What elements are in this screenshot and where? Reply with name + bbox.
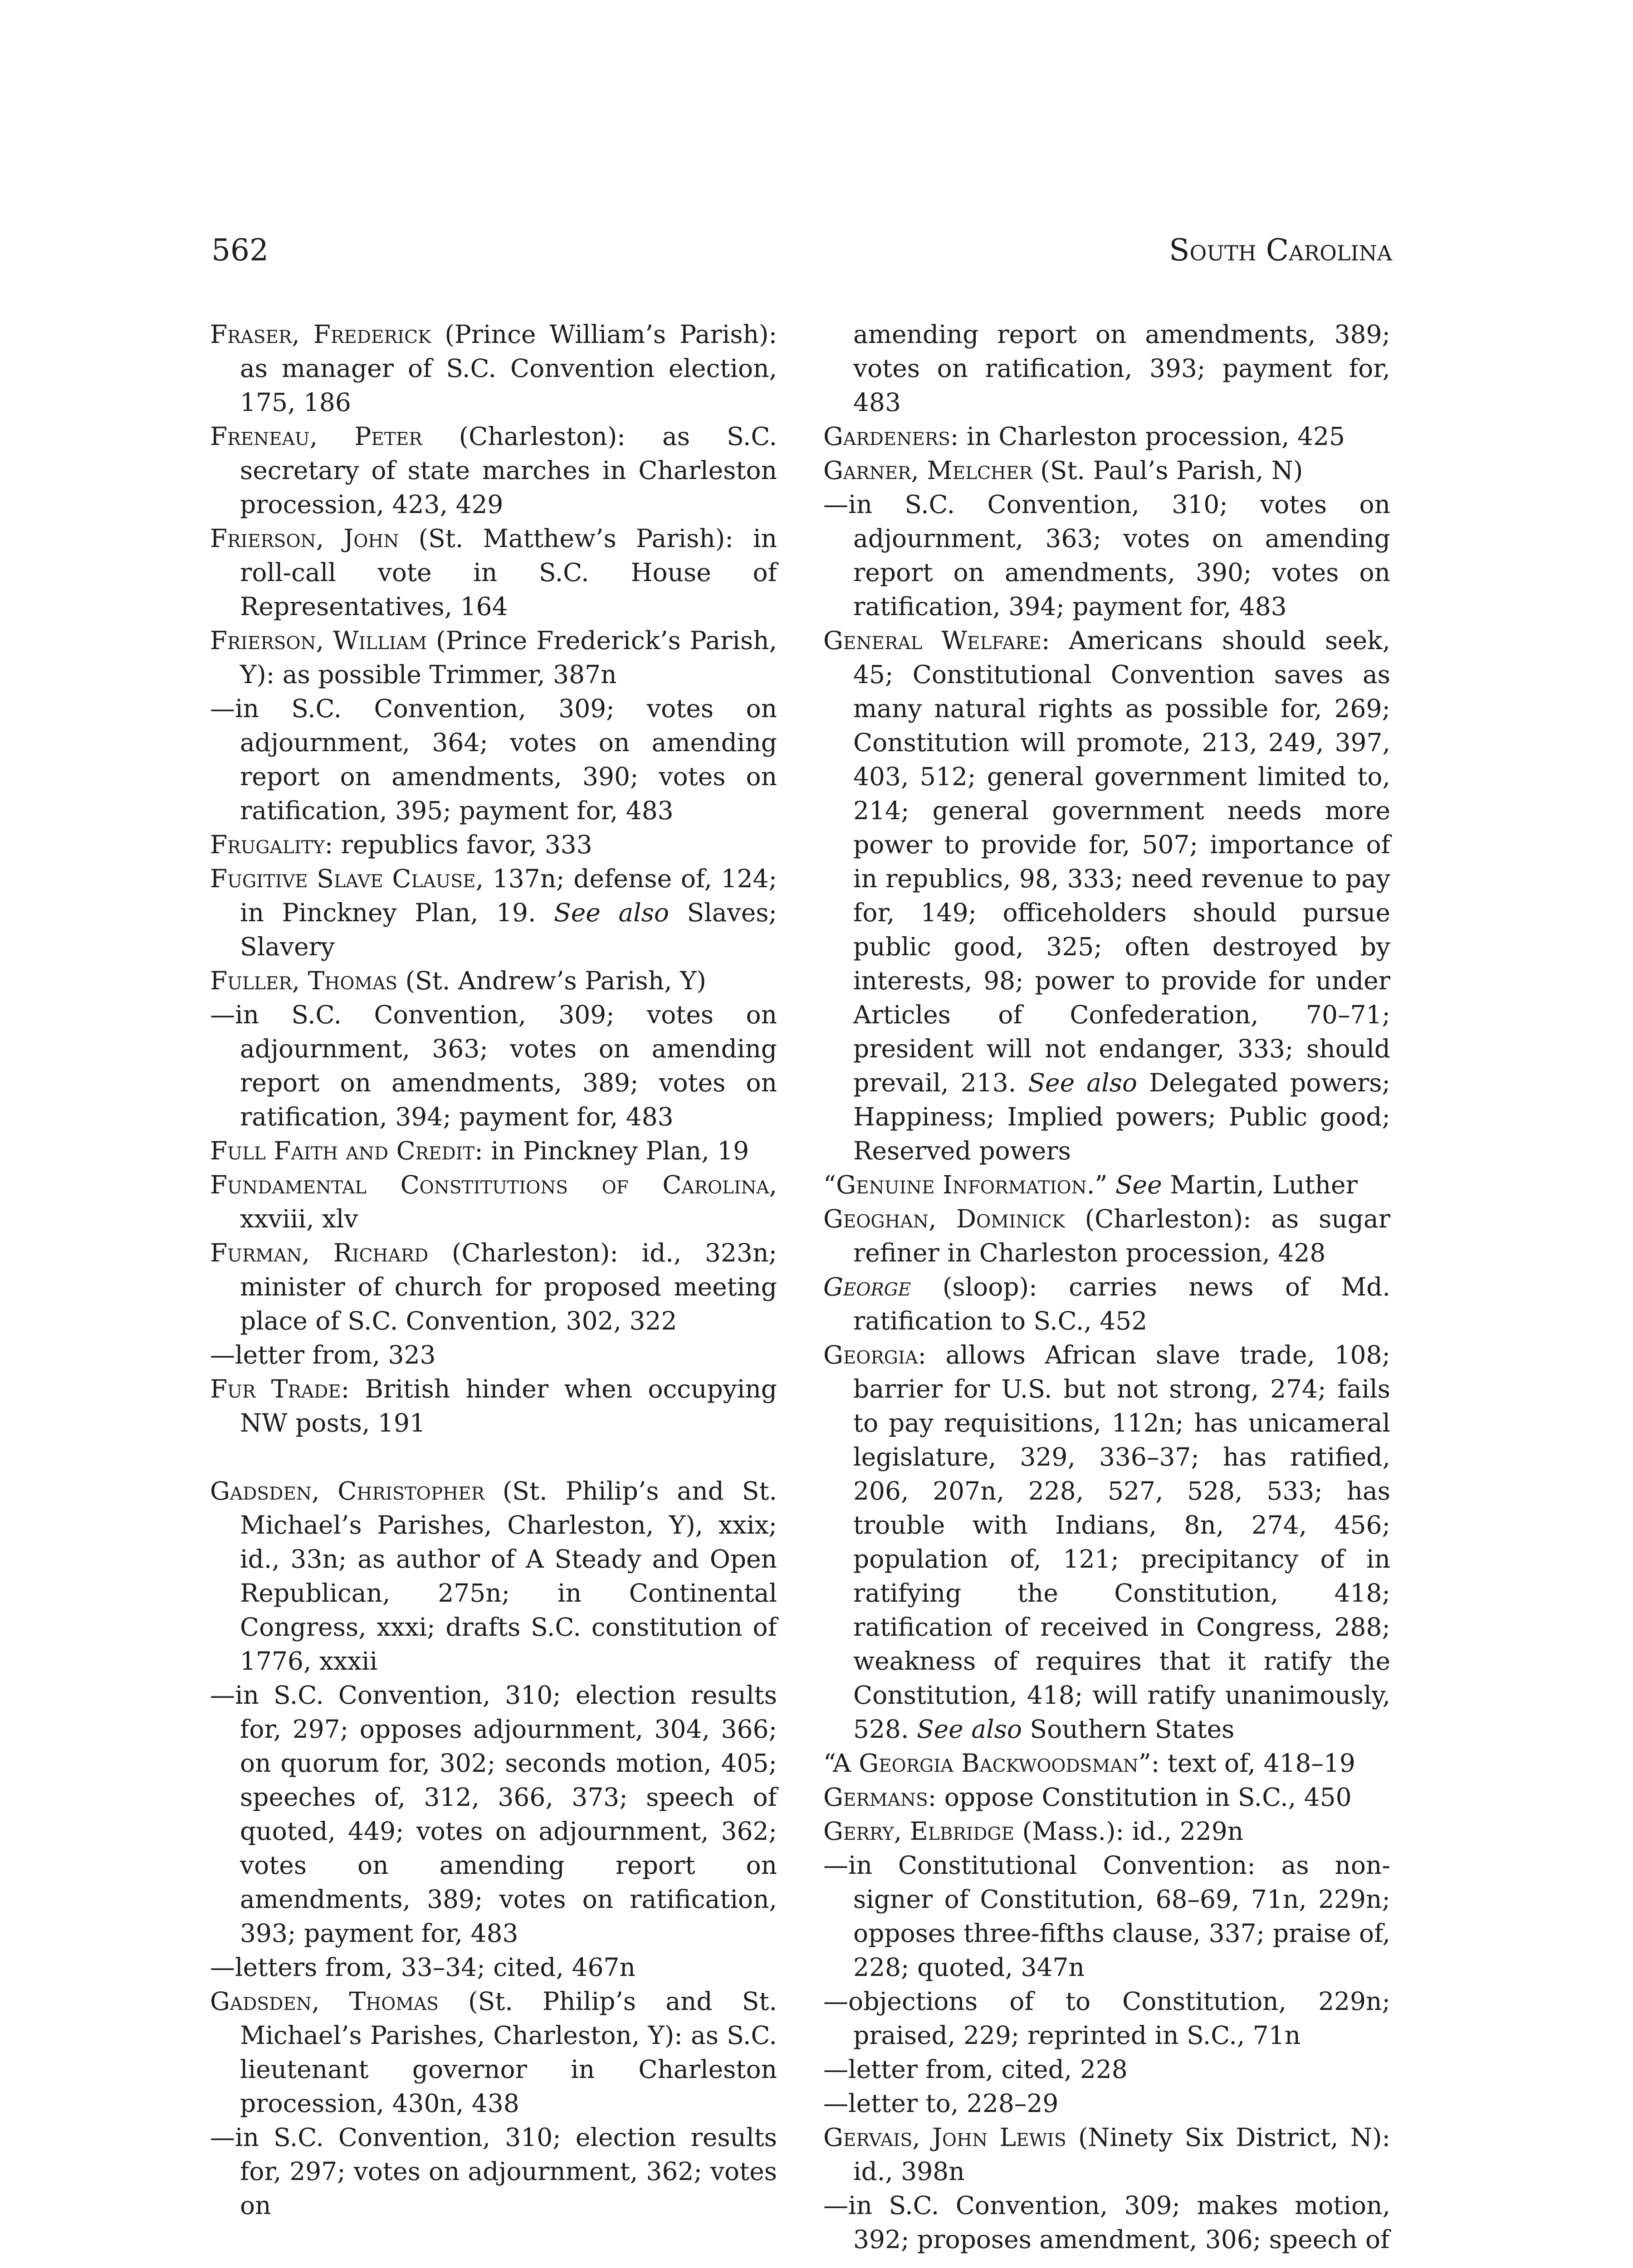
index-subentry bbox=[210, 1678, 777, 1950]
index-entry bbox=[210, 1984, 777, 2121]
entry-text: (Prince William’s Parish): as manager of S.C. Convention election, 175, 186 bbox=[240, 320, 777, 417]
index-entry bbox=[210, 828, 777, 862]
entry-text: (St. Philip’s and St. Michael’s Parishes, Charleston, Y), xxix; id., 33n; as author of A Steady and Open Republican, 275n; in Continental Congress, xxxi; drafts S.C. constitution of 1776, xxxii bbox=[240, 1476, 777, 1676]
entry-heading: Fuller, Thomas bbox=[210, 966, 398, 995]
index-entry bbox=[210, 522, 777, 624]
entry-heading: Gardeners bbox=[823, 422, 950, 451]
entry-text: (St. Matthew’s Parish): in roll-call vote in S.C. House of Representatives, 164 bbox=[240, 524, 777, 621]
index-entry bbox=[210, 964, 777, 998]
entry-heading: Fur Trade bbox=[210, 1374, 341, 1403]
entry-prefix: “ bbox=[823, 1170, 836, 1199]
index-entry bbox=[823, 1270, 1390, 1338]
entry-heading: Frierson, William bbox=[210, 626, 427, 655]
index-subentry bbox=[823, 2189, 1390, 2257]
subentry-text: in S.C. Convention, 310; election results for, 297; votes on adjournment, 362; votes on bbox=[235, 2123, 777, 2220]
entry-text: (Mass.): id., 229n bbox=[1014, 1817, 1244, 1846]
entry-heading: Full Faith and Credit bbox=[210, 1136, 475, 1165]
subentry-text: in S.C. Convention, 309; makes motion, 392; proposes amendment, 306; speech of bbox=[848, 2191, 1390, 2254]
entry-heading: Freneau, Peter bbox=[210, 422, 422, 451]
entry-text: : British hinder when occupying NW posts, 191 bbox=[240, 1374, 777, 1437]
cross-reference-label: See bbox=[1115, 1170, 1162, 1199]
index-column-right bbox=[823, 318, 1390, 2257]
entry-text: (St. Andrew’s Parish, Y) bbox=[397, 966, 706, 995]
entry-heading: George bbox=[823, 1272, 911, 1301]
index-entry bbox=[210, 1236, 777, 1338]
subentry-text: letters from, 33–34; cited, 467n bbox=[235, 1953, 636, 1982]
index-entry bbox=[823, 1202, 1390, 1270]
entry-text: .” bbox=[1086, 1170, 1108, 1199]
index-subentry bbox=[823, 1848, 1390, 1984]
entry-heading: Garner, Melcher bbox=[823, 456, 1032, 485]
cross-reference-target: Slaves; Slavery bbox=[240, 898, 777, 961]
index-subentry bbox=[210, 2121, 777, 2223]
index-subentry bbox=[210, 692, 777, 828]
entry-text: : oppose Constitution in S.C., 450 bbox=[928, 1783, 1352, 1812]
entry-heading: Georgia bbox=[823, 1340, 918, 1369]
index-entry bbox=[210, 1134, 777, 1168]
index-entry bbox=[823, 1338, 1390, 1746]
index-entry bbox=[823, 2121, 1390, 2189]
entry-text: (Charleston): as sugar refiner in Charleston procession, 428 bbox=[853, 1204, 1391, 1267]
index-entry bbox=[210, 420, 777, 522]
index-entry-continuation bbox=[823, 318, 1390, 420]
running-head bbox=[211, 232, 1392, 269]
entry-heading: Furman, Richard bbox=[210, 1238, 429, 1267]
cross-reference-label: See also bbox=[554, 898, 670, 927]
entry-heading: Genuine Information bbox=[836, 1170, 1087, 1199]
entry-heading: Fraser, Frederick bbox=[210, 320, 431, 349]
index-entry bbox=[823, 1746, 1390, 1780]
entry-text: : in Charleston procession, 425 bbox=[950, 422, 1345, 451]
entry-text: : Americans should seek, 45; Constitutional Convention saves as many natural rights as possible for, 269; Constitution will promote, 213, 249, 397, 403, 512; general government limited to, 214; general government needs more power to provide for, 507; importance of in republics, 98, 333; need revenue to pay for, 149; officeholders should pursue public good, 325; often destroyed by interests, 98; power to provide for under Articles of Confederation, 70–71; president will not endanger, 333; should prevail, 213. bbox=[853, 626, 1390, 1097]
entry-heading: Fugitive Slave Clause bbox=[210, 864, 476, 893]
subentry-text: in S.C. Convention, 309; votes on adjournment, 363; votes on amending report on amendments, 389; votes on ratification, 394; payment for, 483 bbox=[235, 1000, 777, 1131]
index-entry bbox=[823, 624, 1390, 1168]
subentry-text: letter from, 323 bbox=[235, 1340, 436, 1369]
page-number: 562 bbox=[211, 233, 269, 268]
entry-heading: Frierson, John bbox=[210, 524, 399, 553]
index-entry bbox=[210, 1474, 777, 1678]
subentry-text: letter from, cited, 228 bbox=[848, 2055, 1128, 2084]
entry-heading: Geoghan, Dominick bbox=[823, 1204, 1065, 1233]
index-subentry bbox=[210, 998, 777, 1134]
index-column-left bbox=[210, 318, 777, 2223]
entry-heading: General Welfare bbox=[823, 626, 1041, 655]
subentry-text: objections of to Constitution, 229n; praised, 229; reprinted in S.C., 71n bbox=[848, 1987, 1390, 2050]
entry-text: (St. Paul’s Parish, N) bbox=[1032, 456, 1303, 485]
entry-text: , xxviii, xlv bbox=[240, 1170, 777, 1233]
index-entry bbox=[210, 862, 777, 964]
entry-text: (Charleston): as S.C. secretary of state marches in Charleston procession, 423, 429 bbox=[240, 422, 777, 519]
index-entry bbox=[823, 420, 1390, 454]
letter-section-break bbox=[210, 1440, 777, 1474]
index-entry bbox=[823, 1814, 1390, 1848]
entry-text: (St. Philip’s and St. Michael’s Parishes, Charleston, Y): as S.C. lieutenant governor in Charleston procession, 430n, 438 bbox=[240, 1987, 777, 2118]
entry-heading: Gadsden, Christopher bbox=[210, 1476, 484, 1505]
index-entry bbox=[823, 1780, 1390, 1814]
subentry-text: letter to, 228–29 bbox=[848, 2089, 1059, 2118]
index-entry bbox=[210, 318, 777, 420]
cross-reference-target: Southern States bbox=[1022, 1715, 1235, 1744]
index-subentry bbox=[823, 2053, 1390, 2087]
continuation-text: amending report on amendments, 389; votes on ratification, 393; payment for, 483 bbox=[853, 320, 1390, 417]
index-entry bbox=[823, 454, 1390, 488]
cross-reference-label: See also bbox=[1028, 1068, 1138, 1097]
entry-heading: Gerry, Elbridge bbox=[823, 1817, 1015, 1846]
entry-text: , 137n; defense of, 124; in Pinckney Plan, 19. bbox=[240, 864, 777, 927]
index-entry bbox=[210, 1372, 777, 1440]
index-subentry bbox=[210, 1950, 777, 1984]
entry-heading: Gadsden, Thomas bbox=[210, 1987, 439, 2016]
index-entry bbox=[210, 624, 777, 692]
cross-reference-label: See also bbox=[916, 1715, 1022, 1744]
entry-text: ”: text of, 418–19 bbox=[1138, 1749, 1355, 1778]
entry-text: : in Pinckney Plan, 19 bbox=[474, 1136, 749, 1165]
entry-text: (Prince Frederick’s Parish, Y): as possible Trimmer, 387n bbox=[240, 626, 777, 689]
index-entry bbox=[823, 1168, 1390, 1202]
entry-text: : allows African slave trade, 108; barrier for U.S. but not strong, 274; fails to pay requisitions, 112n; has unicameral legislature, 329, 336–37; has ratified, 206, 207n, 228, 527, 528, 533; has trouble with Indians, 8n, 274, 456; population of, 121; precipitancy of in ratifying the Constitution, 418; ratification of received in Congress, 288; weakness of requires that it ratify the Constitution, 418; will ratify unanimously, 528. bbox=[853, 1340, 1390, 1744]
entry-heading: Frugality bbox=[210, 830, 325, 859]
entry-text: : republics favor, 333 bbox=[324, 830, 592, 859]
subentry-text: in S.C. Convention, 309; votes on adjournment, 364; votes on amending report on amendments, 390; votes on ratification, 395; payment for, 483 bbox=[235, 694, 777, 825]
cross-reference-target: Delegated powers; Happiness; Implied powers; Public good; Reserved powers bbox=[853, 1068, 1390, 1165]
entry-heading: Fundamental Constitutions of Carolina bbox=[210, 1170, 769, 1199]
index-entry bbox=[210, 1168, 777, 1236]
entry-heading: Georgia Backwoodsman bbox=[859, 1749, 1139, 1778]
entry-heading: Germans bbox=[823, 1783, 928, 1812]
index-subentry bbox=[823, 488, 1390, 624]
entry-text: (Ninety Six District, N): id., 398n bbox=[853, 2123, 1390, 2186]
index-subentry bbox=[823, 1984, 1390, 2053]
running-title: South Carolina bbox=[1169, 233, 1392, 268]
subentry-text: in S.C. Convention, 310; votes on adjournment, 363; votes on amending report on amendments, 390; votes on ratification, 394; payment for, 483 bbox=[848, 490, 1390, 621]
index-subentry bbox=[210, 1338, 777, 1372]
cross-reference-target: Martin, Luther bbox=[1162, 1170, 1358, 1199]
subentry-text: in Constitutional Convention: as non-signer of Constitution, 68–69, 71n, 229n; opposes three-fifths clause, 337; praise of, 228; quoted, 347n bbox=[848, 1851, 1390, 1982]
entry-prefix: “A bbox=[823, 1749, 859, 1778]
entry-text: (sloop): carries news of Md. ratification to S.C., 452 bbox=[853, 1272, 1390, 1335]
index-subentry bbox=[823, 2087, 1390, 2121]
entry-heading: Gervais, John Lewis bbox=[823, 2123, 1066, 2152]
entry-text: (Charleston): id., 323n; minister of church for proposed meeting place of S.C. Convention, 302, 322 bbox=[240, 1238, 777, 1335]
subentry-text: in S.C. Convention, 310; election results for, 297; opposes adjournment, 304, 366; on quorum for, 302; seconds motion, 405; speeches of, 312, 366, 373; speech of quoted, 449; votes on adjournment, 362; votes on amending report on amendments, 389; votes on ratification, 393; payment for, 483 bbox=[235, 1681, 777, 1948]
